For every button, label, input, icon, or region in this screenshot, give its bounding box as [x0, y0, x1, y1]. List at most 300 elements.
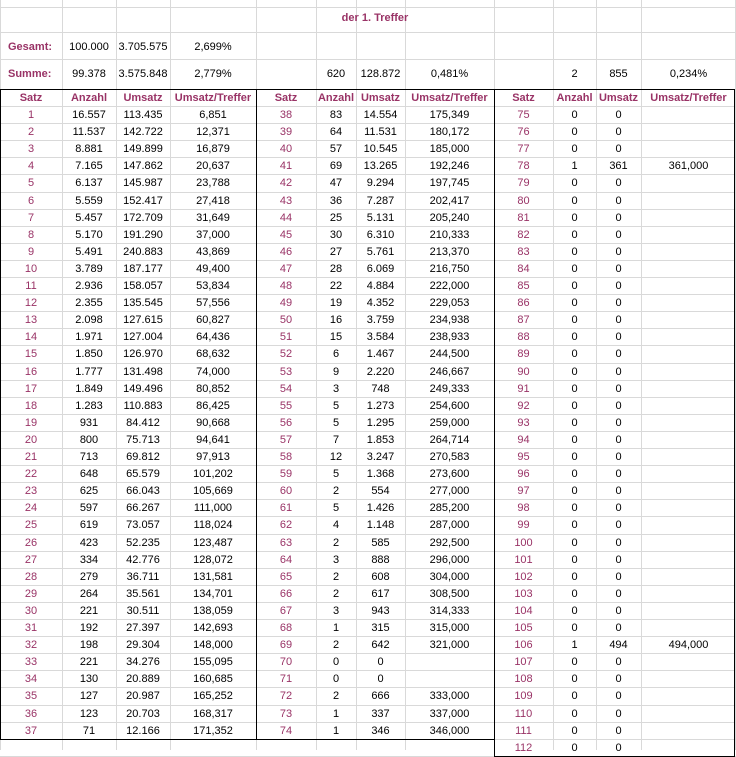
cell-umsatz[interactable]: 29.304	[126, 639, 160, 651]
cell-umsatz[interactable]: 0	[615, 331, 622, 343]
cell-satz[interactable]: 104	[514, 605, 533, 617]
cell-satz[interactable]: 28	[24, 571, 38, 583]
cell-umsatz[interactable]: 1.426	[366, 502, 395, 514]
cell-umsatz[interactable]: 30.511	[126, 605, 160, 617]
cell-umsatz-treffer[interactable]: 229,053	[429, 297, 470, 309]
cell-satz[interactable]: 105	[514, 622, 533, 634]
cell-satz[interactable]: 44	[279, 212, 293, 224]
cell-umsatz[interactable]: 113.435	[123, 109, 163, 121]
cell-anzahl[interactable]: 648	[79, 468, 99, 480]
cell-umsatz-treffer[interactable]: 68,632	[196, 348, 230, 360]
gesamt-anzahl[interactable]: 100.000	[69, 41, 109, 53]
cell-umsatz[interactable]: 0	[377, 656, 384, 668]
cell-umsatz-treffer[interactable]	[641, 536, 736, 550]
cell-umsatz[interactable]: 0	[615, 400, 622, 412]
cell-umsatz[interactable]: 3.584	[366, 331, 395, 343]
cell-umsatz-treffer[interactable]	[641, 211, 736, 225]
cell-umsatz[interactable]: 66.267	[126, 502, 160, 514]
cell-umsatz[interactable]: 1.853	[366, 434, 395, 446]
cell-umsatz-treffer[interactable]: 86,425	[196, 400, 230, 412]
cell-satz[interactable]: 106	[514, 639, 533, 651]
cell-satz[interactable]: 15	[24, 348, 38, 360]
cell-umsatz-treffer[interactable]: 160,685	[193, 673, 233, 685]
cell-anzahl[interactable]: 3	[332, 605, 340, 617]
cell-anzahl[interactable]: 713	[79, 451, 99, 463]
cell-umsatz[interactable]: 6.310	[366, 229, 395, 241]
summe-umsatz-1[interactable]: 3.575.848	[118, 68, 168, 80]
header-umsatz-treffer[interactable]: Umsatz/Treffer	[650, 92, 727, 104]
cell-anzahl[interactable]: 0	[571, 451, 578, 463]
cell-umsatz[interactable]: 69.812	[126, 451, 160, 463]
cell-anzahl[interactable]: 7.165	[75, 160, 103, 172]
cell-satz[interactable]: 76	[517, 126, 530, 138]
cell-umsatz[interactable]: 2.220	[366, 366, 395, 378]
cell-umsatz-treffer[interactable]: 296,000	[429, 554, 470, 566]
cell-anzahl[interactable]: 1.849	[75, 383, 103, 395]
gesamt-pct[interactable]: 2,699%	[194, 41, 232, 53]
cell-anzahl[interactable]: 0	[571, 742, 578, 754]
cell-umsatz-treffer[interactable]: 315,000	[429, 622, 470, 634]
cell-umsatz[interactable]: 0	[615, 417, 622, 429]
cell-umsatz[interactable]: 608	[371, 571, 390, 583]
cell-umsatz-treffer[interactable]	[641, 262, 736, 276]
cell-umsatz[interactable]: 65.579	[126, 468, 160, 480]
cell-satz[interactable]: 56	[279, 417, 293, 429]
cell-umsatz[interactable]: 888	[371, 554, 390, 566]
cell-umsatz[interactable]: 0	[615, 177, 622, 189]
cell-anzahl[interactable]: 9	[332, 366, 340, 378]
cell-satz[interactable]: 90	[517, 366, 530, 378]
cell-umsatz[interactable]: 145.987	[123, 177, 163, 189]
cell-umsatz[interactable]: 149.496	[123, 383, 163, 395]
cell-anzahl[interactable]: 5	[332, 400, 340, 412]
cell-umsatz-treffer[interactable]: 314,333	[429, 605, 470, 617]
cell-satz[interactable]: 96	[517, 468, 530, 480]
cell-umsatz[interactable]: 20.889	[126, 673, 160, 685]
cell-anzahl[interactable]: 0	[571, 690, 578, 702]
cell-anzahl[interactable]: 69	[329, 160, 343, 172]
cell-anzahl[interactable]: 0	[571, 725, 578, 737]
cell-umsatz-treffer[interactable]: 101,202	[193, 468, 233, 480]
cell-anzahl[interactable]: 1.777	[75, 366, 103, 378]
cell-satz[interactable]: 74	[279, 725, 293, 737]
summe-umsatz-2[interactable]: 128.872	[360, 68, 401, 80]
cell-satz[interactable]: 26	[24, 537, 38, 549]
cell-anzahl[interactable]: 192	[79, 622, 99, 634]
cell-umsatz[interactable]: 0	[615, 348, 622, 360]
cell-umsatz-treffer[interactable]: 277,000	[429, 485, 470, 497]
cell-umsatz-treffer[interactable]: 118,024	[193, 519, 233, 531]
cell-umsatz-treffer[interactable]: 205,240	[429, 212, 470, 224]
cell-satz[interactable]: 110	[514, 708, 533, 720]
cell-umsatz-treffer[interactable]: 180,172	[429, 126, 470, 138]
cell-satz[interactable]: 35	[24, 690, 38, 702]
cell-umsatz[interactable]: 42.776	[126, 554, 160, 566]
cell-satz[interactable]: 101	[514, 554, 533, 566]
summe-label[interactable]: Summe:	[8, 68, 52, 80]
cell-umsatz-treffer[interactable]: 128,072	[193, 554, 233, 566]
cell-umsatz-treffer[interactable]: 31,649	[196, 212, 230, 224]
header-umsatz-treffer[interactable]: Umsatz/Treffer	[411, 92, 488, 104]
cell-umsatz[interactable]: 66.043	[126, 485, 160, 497]
cell-satz[interactable]: 62	[279, 519, 293, 531]
cell-umsatz-treffer[interactable]	[405, 672, 494, 686]
cell-satz[interactable]: 24	[24, 502, 38, 514]
cell-satz[interactable]: 85	[517, 280, 530, 292]
cell-umsatz[interactable]: 0	[377, 673, 384, 685]
header-anzahl[interactable]: Anzahl	[317, 92, 355, 104]
cell-umsatz-treffer[interactable]	[641, 347, 736, 361]
cell-umsatz[interactable]: 0	[615, 246, 622, 258]
cell-anzahl[interactable]: 3	[332, 383, 340, 395]
cell-umsatz[interactable]: 0	[615, 554, 622, 566]
cell-umsatz-treffer[interactable]	[641, 518, 736, 532]
cell-satz[interactable]: 14	[24, 331, 38, 343]
cell-satz[interactable]: 31	[24, 622, 38, 634]
cell-satz[interactable]: 79	[517, 177, 530, 189]
cell-umsatz-treffer[interactable]: 254,600	[429, 400, 470, 412]
cell-umsatz[interactable]: 1.148	[366, 519, 395, 531]
cell-umsatz-treffer[interactable]	[641, 587, 736, 601]
cell-umsatz[interactable]: 0	[615, 383, 622, 395]
cell-umsatz[interactable]: 5.761	[366, 246, 395, 258]
cell-umsatz[interactable]: 337	[371, 708, 390, 720]
cell-umsatz-treffer[interactable]: 16,879	[196, 143, 230, 155]
cell-satz[interactable]: 46	[279, 246, 293, 258]
cell-umsatz-treffer[interactable]: 321,000	[429, 639, 470, 651]
cell-umsatz[interactable]: 110.883	[123, 400, 163, 412]
cell-anzahl[interactable]: 8.881	[75, 143, 103, 155]
header-umsatz[interactable]: Umsatz	[360, 92, 401, 104]
cell-anzahl[interactable]: 0	[571, 537, 578, 549]
cell-satz[interactable]: 66	[279, 588, 293, 600]
summe-anzahl-1[interactable]: 99.378	[72, 68, 106, 80]
cell-anzahl[interactable]: 1	[571, 160, 578, 172]
gesamt-label[interactable]: Gesamt:	[8, 41, 53, 53]
cell-umsatz[interactable]: 0	[615, 673, 622, 685]
cell-umsatz-treffer[interactable]	[641, 604, 736, 618]
summe-pct-2[interactable]: 0,481%	[430, 68, 469, 80]
cell-umsatz-treffer[interactable]	[641, 655, 736, 669]
cell-umsatz-treffer[interactable]: 94,641	[196, 434, 230, 446]
cell-anzahl[interactable]: 1.850	[75, 348, 103, 360]
cell-umsatz[interactable]: 27.397	[126, 622, 160, 634]
cell-satz[interactable]: 60	[279, 485, 293, 497]
cell-satz[interactable]: 72	[279, 690, 293, 702]
cell-umsatz-treffer[interactable]: 171,352	[193, 725, 233, 737]
cell-umsatz[interactable]: 7.287	[366, 195, 395, 207]
cell-umsatz-treffer[interactable]: 64,436	[196, 331, 230, 343]
cell-anzahl[interactable]: 47	[329, 177, 343, 189]
cell-anzahl[interactable]: 123	[79, 708, 99, 720]
cell-anzahl[interactable]: 0	[571, 571, 578, 583]
cell-satz[interactable]: 68	[279, 622, 293, 634]
cell-anzahl[interactable]: 198	[79, 639, 99, 651]
cell-umsatz-treffer[interactable]: 494,000	[668, 639, 709, 651]
cell-umsatz[interactable]: 13.265	[363, 160, 398, 172]
cell-umsatz[interactable]: 147.862	[123, 160, 163, 172]
cell-anzahl[interactable]: 0	[571, 177, 578, 189]
cell-satz[interactable]: 53	[279, 366, 293, 378]
cell-satz[interactable]: 6	[27, 195, 35, 207]
cell-umsatz-treffer[interactable]	[641, 176, 736, 190]
cell-umsatz-treffer[interactable]: 361,000	[668, 160, 709, 172]
cell-satz[interactable]: 13	[24, 314, 38, 326]
cell-satz[interactable]: 84	[517, 263, 530, 275]
cell-anzahl[interactable]: 0	[571, 109, 578, 121]
cell-umsatz[interactable]: 346	[371, 725, 390, 737]
cell-umsatz[interactable]: 315	[371, 622, 390, 634]
cell-umsatz[interactable]: 6.069	[366, 263, 395, 275]
cell-umsatz[interactable]: 142.722	[123, 126, 163, 138]
cell-umsatz[interactable]: 0	[615, 280, 622, 292]
cell-satz[interactable]: 45	[279, 229, 293, 241]
cell-satz[interactable]: 30	[24, 605, 38, 617]
cell-umsatz[interactable]: 35.561	[126, 588, 160, 600]
cell-anzahl[interactable]: 1.971	[75, 331, 103, 343]
cell-umsatz-treffer[interactable]: 6,851	[199, 109, 227, 121]
cell-umsatz[interactable]: 0	[615, 451, 622, 463]
cell-anzahl[interactable]: 0	[571, 229, 578, 241]
cell-umsatz[interactable]: 3.247	[366, 451, 395, 463]
cell-umsatz[interactable]: 0	[615, 366, 622, 378]
cell-satz[interactable]: 1	[27, 109, 35, 121]
cell-umsatz-treffer[interactable]	[641, 621, 736, 635]
cell-umsatz[interactable]: 14.554	[363, 109, 398, 121]
cell-umsatz-treffer[interactable]: 74,000	[196, 366, 230, 378]
cell-umsatz-treffer[interactable]: 197,745	[429, 177, 470, 189]
cell-anzahl[interactable]: 5.457	[75, 212, 103, 224]
cell-satz[interactable]: 83	[517, 246, 530, 258]
cell-umsatz-treffer[interactable]	[641, 501, 736, 515]
cell-satz[interactable]: 112	[514, 742, 533, 754]
cell-umsatz[interactable]: 943	[371, 605, 390, 617]
cell-anzahl[interactable]: 16	[329, 314, 343, 326]
cell-umsatz[interactable]: 748	[371, 383, 390, 395]
cell-umsatz[interactable]: 126.970	[123, 348, 163, 360]
cell-umsatz[interactable]: 361	[609, 160, 628, 172]
gesamt-umsatz[interactable]: 3.705.575	[118, 41, 168, 53]
cell-satz[interactable]: 69	[279, 639, 293, 651]
cell-satz[interactable]: 78	[517, 160, 530, 172]
cell-satz[interactable]: 7	[27, 212, 35, 224]
cell-satz[interactable]: 94	[517, 434, 530, 446]
cell-anzahl[interactable]: 931	[79, 417, 99, 429]
summe-anzahl-2[interactable]: 620	[326, 68, 346, 80]
cell-umsatz[interactable]: 20.987	[126, 690, 160, 702]
cell-satz[interactable]: 43	[279, 195, 293, 207]
cell-umsatz[interactable]: 0	[615, 502, 622, 514]
cell-satz[interactable]: 108	[514, 673, 533, 685]
cell-anzahl[interactable]: 6	[332, 348, 340, 360]
cell-umsatz-treffer[interactable]: 259,000	[429, 417, 470, 429]
cell-anzahl[interactable]: 3	[332, 554, 340, 566]
cell-anzahl[interactable]: 221	[79, 656, 99, 668]
cell-anzahl[interactable]: 22	[329, 280, 343, 292]
cell-anzahl[interactable]: 2.936	[75, 280, 103, 292]
cell-anzahl[interactable]: 15	[329, 331, 343, 343]
cell-satz[interactable]: 11	[25, 280, 37, 292]
cell-anzahl[interactable]: 0	[571, 588, 578, 600]
cell-umsatz-treffer[interactable]: 210,333	[429, 229, 470, 241]
cell-anzahl[interactable]: 0	[571, 314, 578, 326]
cell-satz[interactable]: 54	[279, 383, 293, 395]
cell-umsatz-treffer[interactable]	[641, 467, 736, 481]
cell-satz[interactable]: 36	[24, 708, 38, 720]
cell-satz[interactable]: 107	[514, 656, 533, 668]
cell-satz[interactable]: 103	[514, 588, 533, 600]
cell-satz[interactable]: 95	[517, 451, 530, 463]
cell-umsatz-treffer[interactable]	[641, 672, 736, 686]
cell-umsatz-treffer[interactable]: 270,583	[429, 451, 470, 463]
cell-umsatz-treffer[interactable]	[641, 399, 736, 413]
cell-umsatz-treffer[interactable]	[641, 433, 736, 447]
cell-anzahl[interactable]: 2	[332, 639, 340, 651]
cell-umsatz-treffer[interactable]: 292,500	[429, 537, 470, 549]
cell-umsatz-treffer[interactable]	[641, 296, 736, 310]
cell-umsatz[interactable]: 9.294	[366, 177, 395, 189]
cell-satz[interactable]: 88	[517, 331, 530, 343]
cell-satz[interactable]: 33	[24, 656, 38, 668]
cell-umsatz[interactable]: 0	[615, 297, 622, 309]
cell-anzahl[interactable]: 423	[79, 537, 99, 549]
cell-satz[interactable]: 50	[279, 314, 293, 326]
cell-umsatz[interactable]: 5.131	[366, 212, 395, 224]
cell-satz[interactable]: 100	[514, 537, 533, 549]
cell-anzahl[interactable]: 0	[571, 708, 578, 720]
cell-satz[interactable]: 18	[24, 400, 38, 412]
cell-anzahl[interactable]: 0	[571, 485, 578, 497]
cell-anzahl[interactable]: 57	[329, 143, 343, 155]
cell-umsatz-treffer[interactable]: 97,913	[196, 451, 230, 463]
cell-umsatz-treffer[interactable]	[641, 382, 736, 396]
cell-anzahl[interactable]: 0	[571, 143, 578, 155]
cell-satz[interactable]: 34	[24, 673, 38, 685]
cell-anzahl[interactable]: 83	[329, 109, 343, 121]
cell-satz[interactable]: 42	[279, 177, 293, 189]
cell-umsatz-treffer[interactable]	[641, 194, 736, 208]
cell-umsatz-treffer[interactable]	[641, 108, 736, 122]
cell-umsatz[interactable]: 127.615	[123, 314, 163, 326]
cell-anzahl[interactable]: 1	[571, 639, 578, 651]
cell-umsatz[interactable]: 0	[615, 314, 622, 326]
cell-satz[interactable]: 23	[24, 485, 38, 497]
cell-umsatz-treffer[interactable]: 23,788	[196, 177, 230, 189]
cell-umsatz-treffer[interactable]	[641, 228, 736, 242]
cell-satz[interactable]: 16	[24, 366, 38, 378]
cell-anzahl[interactable]: 12	[329, 451, 343, 463]
cell-umsatz-treffer[interactable]: 246,667	[429, 366, 470, 378]
cell-umsatz-treffer[interactable]: 222,000	[429, 280, 470, 292]
cell-umsatz-treffer[interactable]	[641, 125, 736, 139]
cell-satz[interactable]: 57	[279, 434, 293, 446]
cell-satz[interactable]: 77	[517, 143, 530, 155]
cell-umsatz[interactable]: 0	[615, 605, 622, 617]
cell-umsatz[interactable]: 240.883	[123, 246, 163, 258]
cell-umsatz-treffer[interactable]: 234,938	[429, 314, 470, 326]
cell-anzahl[interactable]: 221	[79, 605, 99, 617]
cell-satz[interactable]: 97	[517, 485, 530, 497]
cell-satz[interactable]: 87	[517, 314, 530, 326]
cell-anzahl[interactable]: 30	[329, 229, 343, 241]
cell-satz[interactable]: 2	[27, 126, 35, 138]
cell-anzahl[interactable]: 6.137	[75, 177, 103, 189]
cell-umsatz[interactable]: 0	[615, 708, 622, 720]
cell-umsatz-treffer[interactable]: 249,333	[429, 383, 470, 395]
cell-umsatz[interactable]: 52.235	[126, 537, 160, 549]
cell-umsatz-treffer[interactable]: 216,750	[429, 263, 470, 275]
cell-satz[interactable]: 98	[517, 502, 530, 514]
cell-umsatz-treffer[interactable]	[641, 279, 736, 293]
cell-umsatz[interactable]: 0	[615, 212, 622, 224]
cell-satz[interactable]: 61	[279, 502, 293, 514]
cell-umsatz-treffer[interactable]: 337,000	[429, 708, 470, 720]
cell-anzahl[interactable]: 1.283	[75, 400, 103, 412]
cell-satz[interactable]: 10	[24, 263, 38, 275]
cell-satz[interactable]: 99	[517, 519, 530, 531]
cell-umsatz-treffer[interactable]: 138,059	[193, 605, 233, 617]
cell-anzahl[interactable]: 264	[79, 588, 99, 600]
summe-pct-1[interactable]: 2,779%	[194, 68, 232, 80]
cell-umsatz[interactable]: 10.545	[363, 143, 398, 155]
cell-umsatz[interactable]: 11.531	[364, 126, 397, 138]
cell-umsatz[interactable]: 131.498	[123, 366, 163, 378]
cell-umsatz[interactable]: 0	[615, 263, 622, 275]
cell-anzahl[interactable]: 0	[571, 656, 578, 668]
cell-anzahl[interactable]: 0	[571, 366, 578, 378]
cell-anzahl[interactable]: 16.557	[72, 109, 106, 121]
cell-umsatz-treffer[interactable]: 168,317	[193, 708, 233, 720]
cell-umsatz-treffer[interactable]: 346,000	[429, 725, 470, 737]
cell-satz[interactable]: 80	[517, 195, 530, 207]
cell-anzahl[interactable]: 0	[571, 126, 578, 138]
header-umsatz-treffer[interactable]: Umsatz/Treffer	[174, 92, 252, 104]
cell-umsatz-treffer[interactable]: 148,000	[193, 639, 233, 651]
cell-umsatz-treffer[interactable]: 333,000	[429, 690, 470, 702]
cell-umsatz[interactable]: 73.057	[126, 519, 160, 531]
cell-satz[interactable]: 92	[517, 400, 530, 412]
cell-anzahl[interactable]: 625	[79, 485, 99, 497]
cell-anzahl[interactable]: 4	[332, 519, 340, 531]
cell-anzahl[interactable]: 5.559	[75, 195, 103, 207]
cell-umsatz[interactable]: 0	[615, 434, 622, 446]
cell-anzahl[interactable]: 2	[332, 690, 340, 702]
cell-satz[interactable]: 55	[279, 400, 293, 412]
cell-umsatz-treffer[interactable]: 20,637	[196, 160, 230, 172]
header-satz[interactable]: Satz	[512, 92, 535, 104]
cell-umsatz-treffer[interactable]: 80,852	[196, 383, 230, 395]
cell-umsatz[interactable]: 1.368	[366, 468, 395, 480]
cell-umsatz[interactable]: 0	[615, 195, 622, 207]
cell-anzahl[interactable]: 0	[571, 212, 578, 224]
cell-satz[interactable]: 82	[517, 229, 530, 241]
cell-umsatz-treffer[interactable]: 57,556	[196, 297, 230, 309]
cell-anzahl[interactable]: 0	[571, 622, 578, 634]
cell-satz[interactable]: 58	[279, 451, 293, 463]
cell-umsatz-treffer[interactable]: 12,371	[196, 126, 230, 138]
cell-umsatz-treffer[interactable]: 264,714	[429, 434, 470, 446]
cell-satz[interactable]: 19	[24, 417, 38, 429]
cell-umsatz[interactable]: 0	[615, 468, 622, 480]
summe-umsatz-3[interactable]: 855	[609, 68, 628, 80]
cell-satz[interactable]: 38	[279, 109, 293, 121]
cell-satz[interactable]: 21	[24, 451, 38, 463]
cell-umsatz-treffer[interactable]: 304,000	[429, 571, 470, 583]
cell-satz[interactable]: 8	[27, 229, 35, 241]
cell-umsatz[interactable]: 75.713	[126, 434, 160, 446]
cell-umsatz-treffer[interactable]	[641, 245, 736, 259]
cell-umsatz-treffer[interactable]: 155,095	[193, 656, 233, 668]
